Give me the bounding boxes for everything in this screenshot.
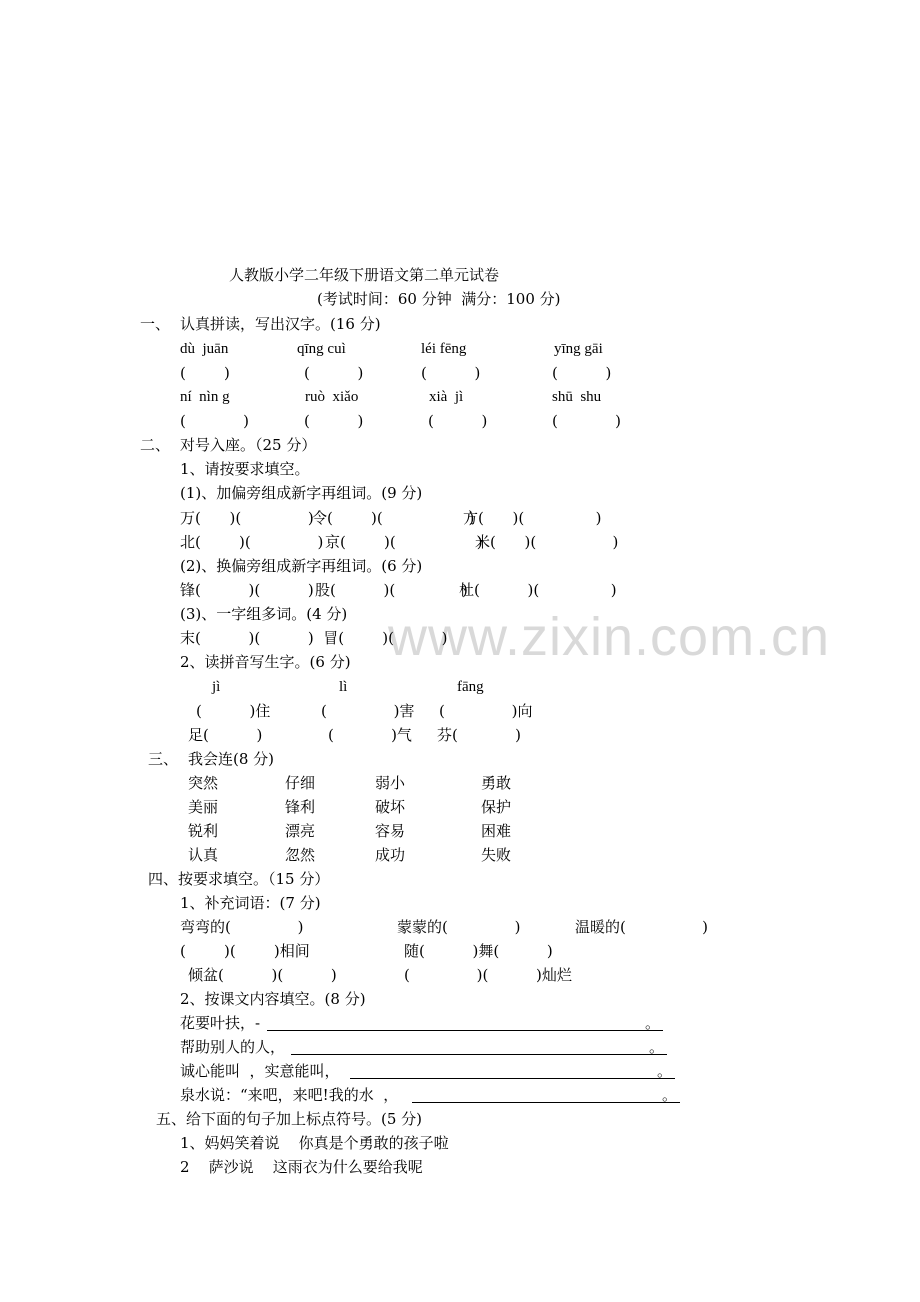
match-word[interactable]: 美丽	[188, 798, 219, 816]
match-word[interactable]: 漂亮	[285, 822, 316, 840]
section-1-title: 认真拼读，写出汉字。(16 分)	[180, 315, 381, 333]
punctuation-sentence[interactable]: 1、妈妈笑着说 你真是个勇敢的孩子啦	[180, 1134, 449, 1152]
fill-end: 。	[645, 1014, 661, 1032]
fill-prefix: 花要叶扶，-	[180, 1014, 261, 1032]
pinyin-item: ní nìn g	[180, 389, 230, 405]
fill-item[interactable]: 股( )( )	[315, 581, 468, 599]
match-word[interactable]: 弱小	[375, 774, 406, 792]
fill-prefix: 泉水说：“来吧，来吧!我的水 ，	[180, 1086, 399, 1104]
punctuation-sentence[interactable]: 2 萨沙说 这雨衣为什么要给我呢	[180, 1158, 423, 1176]
fill-item[interactable]: 杜( )( )	[459, 581, 617, 599]
fill-item[interactable]: ( )气	[328, 726, 412, 744]
pinyin-item: jì	[212, 679, 221, 695]
fill-item[interactable]: ( )住	[196, 702, 271, 720]
fill-item[interactable]: 方( )( )	[463, 509, 602, 527]
page-subtitle: (考试时间：60 分钟 满分：100 分)	[317, 290, 561, 308]
match-word[interactable]: 突然	[188, 774, 219, 792]
question-heading: 1、请按要求填空。	[180, 460, 310, 478]
watermark: www.zixin.com.cn	[388, 607, 831, 667]
question-heading: 2、读拼音写生字。(6 分)	[180, 653, 351, 671]
answer-blank[interactable]: ( )	[552, 412, 621, 430]
answer-blank[interactable]: ( )	[428, 412, 488, 430]
fill-item[interactable]: ( )害	[321, 702, 415, 720]
answer-line[interactable]	[412, 1102, 680, 1103]
match-word[interactable]: 认真	[188, 846, 219, 864]
pinyin-item: lì	[339, 679, 348, 695]
fill-end: 。	[662, 1086, 678, 1104]
fill-item[interactable]: 随( )舞( )	[404, 942, 553, 960]
pinyin-item: dù juān	[180, 341, 229, 357]
match-word[interactable]: 忽然	[285, 846, 316, 864]
section-1-number: 一、	[140, 315, 171, 333]
fill-item[interactable]: ( )向	[439, 702, 533, 720]
fill-item[interactable]: 倾盆( )( )	[188, 966, 337, 984]
answer-line[interactable]	[350, 1078, 675, 1079]
pinyin-item: léi fēng	[421, 341, 467, 357]
fill-item[interactable]: 锋( )( )	[180, 581, 314, 599]
fill-item[interactable]: 末( )( ) 冒( )( )	[180, 629, 448, 647]
pinyin-item: ruò xiǎo	[305, 389, 359, 405]
section-2-number: 二、	[140, 436, 171, 454]
fill-end: 。	[657, 1062, 673, 1080]
question-heading: (3)、一字组多词。(4 分)	[180, 605, 348, 623]
match-word[interactable]: 失败	[481, 846, 512, 864]
answer-blank[interactable]: ( )	[180, 412, 249, 430]
match-word[interactable]: 勇敢	[481, 774, 512, 792]
fill-end: 。	[649, 1038, 665, 1056]
fill-item[interactable]: ( )( )相间	[180, 942, 310, 960]
match-word[interactable]: 容易	[375, 822, 406, 840]
pinyin-item: shū shu	[552, 389, 602, 405]
section-3-number: 三、	[148, 750, 179, 768]
answer-blank[interactable]: ( )	[421, 364, 481, 382]
pinyin-item: xià jì	[429, 389, 464, 405]
match-word[interactable]: 锋利	[285, 798, 316, 816]
section-2-title: 对号入座。（25 分）	[180, 436, 317, 454]
fill-item[interactable]: 京( )( )	[325, 533, 483, 551]
fill-item[interactable]: 足( )	[188, 726, 263, 744]
fill-prefix: 诚心能叫 ，实意能叫，	[180, 1062, 340, 1080]
answer-blank[interactable]: ( )	[180, 364, 230, 382]
match-word[interactable]: 保护	[481, 798, 512, 816]
answer-line[interactable]	[291, 1054, 667, 1055]
fill-item[interactable]: 万( )( )	[180, 509, 314, 527]
section-5-title: 五、给下面的句子加上标点符号。(5 分)	[156, 1110, 423, 1128]
fill-item[interactable]: 米( )( )	[475, 533, 619, 551]
match-word[interactable]: 仔细	[285, 774, 316, 792]
question-heading: (2)、换偏旁组成新字再组词。(6 分)	[180, 557, 423, 575]
section-4-title: 四、按要求填空。（15 分）	[148, 870, 330, 888]
match-word[interactable]: 成功	[375, 846, 406, 864]
pinyin-item: qīng cuì	[297, 341, 346, 357]
fill-item[interactable]: 弯弯的( )	[180, 918, 304, 936]
question-heading: (1)、加偏旁组成新字再组词。(9 分)	[180, 484, 423, 502]
question-heading: 2、按课文内容填空。(8 分)	[180, 990, 366, 1008]
match-word[interactable]: 锐利	[188, 822, 219, 840]
fill-item[interactable]: 北( )( )	[180, 533, 324, 551]
answer-blank[interactable]: ( )	[304, 412, 364, 430]
match-word[interactable]: 破坏	[375, 798, 406, 816]
match-word[interactable]: 困难	[481, 822, 512, 840]
answer-line[interactable]	[267, 1030, 663, 1031]
fill-item[interactable]: 温暖的( )	[575, 918, 708, 936]
fill-item[interactable]: 芬( )	[437, 726, 521, 744]
answer-blank[interactable]: ( )	[304, 364, 364, 382]
section-3-title: 我会连(8 分)	[188, 750, 275, 768]
pinyin-item: yīng gāi	[554, 341, 603, 357]
answer-blank[interactable]: ( )	[552, 364, 612, 382]
page-title: 人教版小学二年级下册语文第二单元试卷	[229, 266, 500, 284]
question-heading: 1、补充词语：(7 分)	[180, 894, 321, 912]
fill-prefix: 帮助别人的人，	[180, 1038, 286, 1056]
fill-item[interactable]: 蒙蒙的( )	[397, 918, 521, 936]
fill-item[interactable]: ( )( )灿烂	[404, 966, 572, 984]
fill-item[interactable]: 令( )( )	[312, 509, 475, 527]
pinyin-item: fāng	[457, 679, 484, 695]
